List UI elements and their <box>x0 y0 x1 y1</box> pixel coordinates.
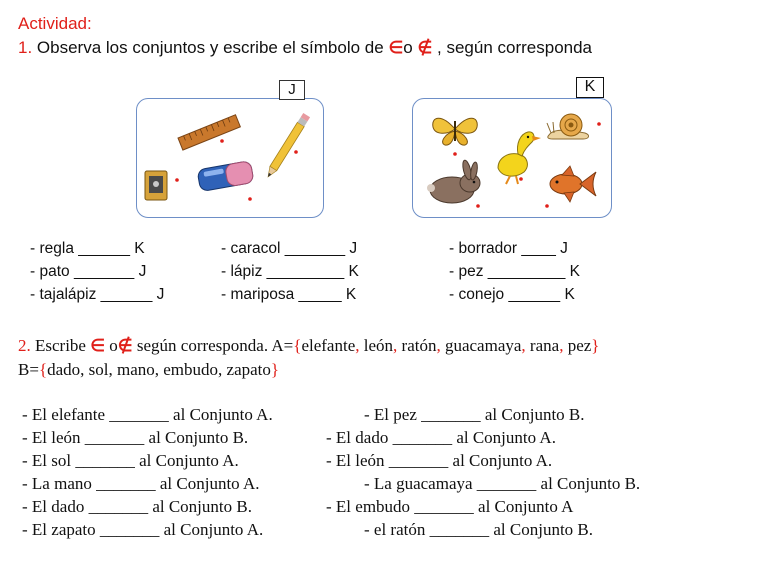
list-item: - El embudo _______ al Conjunto A <box>326 497 574 516</box>
snail-icon <box>547 114 589 139</box>
question-1-text: Observa los conjuntos y escribe el símbolo de <box>36 38 384 57</box>
set-k-label: K <box>576 77 604 98</box>
set-b-brace-open: { <box>38 360 48 379</box>
not-element-of-symbol-2: ∉ <box>117 336 133 355</box>
set-a-comma: , <box>521 336 530 355</box>
list-item: - borrador ____ J <box>449 240 568 257</box>
not-element-of-symbol: ∉ <box>417 38 433 57</box>
or-word: o <box>403 38 413 57</box>
list-item: - conejo ______ K <box>449 286 575 303</box>
list-item: - La guacamaya _______ al Conjunto B. <box>364 474 641 493</box>
list-item: - pato _______ J <box>30 263 147 280</box>
set-a-comma: , <box>355 336 364 355</box>
butterfly-icon <box>433 118 478 145</box>
activity-title: Actividad: <box>18 14 92 33</box>
rabbit-icon <box>427 159 480 203</box>
list-item: - el ratón _______ al Conjunto B. <box>364 520 594 539</box>
list-item: - regla ______ K <box>30 240 145 257</box>
goldfish-dot <box>545 204 549 208</box>
list-item: - caracol _______ J <box>221 240 358 257</box>
duck-dot <box>519 177 523 181</box>
question-2-text: Escribe <box>35 336 86 355</box>
list-item: - El zapato _______ al Conjunto A. <box>22 520 264 539</box>
set-a-item: ratón <box>401 336 437 355</box>
list-item: - El dado _______ al Conjunto A. <box>326 428 556 447</box>
question-1-number: 1. <box>18 38 33 57</box>
or-word-2: o <box>109 336 118 355</box>
set-a-item: pez <box>567 336 592 355</box>
list-item: - La mano _______ al Conjunto A. <box>22 474 260 493</box>
butterfly-dot <box>453 152 457 156</box>
list-item: - El dado _______ al Conjunto B. <box>22 497 252 516</box>
set-a-item: elefante <box>301 336 356 355</box>
list-item: - pez _________ K <box>449 263 580 280</box>
question-2 <box>18 336 599 356</box>
set-a-comma: , <box>559 336 568 355</box>
set-a-item: rana <box>529 336 560 355</box>
question-2-text-2: según corresponda. A= <box>136 336 294 355</box>
question-2-number: 2. <box>18 336 31 355</box>
set-a-comma: , <box>393 336 402 355</box>
set-b-definition <box>18 360 279 380</box>
list-item: - tajalápiz ______ J <box>30 286 165 303</box>
list-item: - El león _______ al Conjunto A. <box>326 451 553 470</box>
set-b-prefix: B= <box>18 360 39 379</box>
list-item: - El león _______ al Conjunto B. <box>22 428 249 447</box>
list-item: - El sol _______ al Conjunto A. <box>22 451 239 470</box>
goldfish-icon <box>550 166 596 202</box>
set-b-brace-close: } <box>270 360 280 379</box>
set-a-comma: , <box>436 336 445 355</box>
set-j-label: J <box>279 80 305 100</box>
element-of-symbol-2: ∈ <box>90 336 106 355</box>
set-a-item: león <box>363 336 394 355</box>
rabbit-dot <box>476 204 480 208</box>
set-b-items: dado, sol, mano, embudo, zapato <box>47 360 271 379</box>
list-item: - El pez _______ al Conjunto B. <box>364 405 585 424</box>
set-a-brace-close: } <box>591 336 600 355</box>
set-a-item: guacamaya <box>444 336 522 355</box>
set-a-brace-open: { <box>293 336 302 355</box>
question-1-tail: , según corresponda <box>437 38 593 57</box>
list-item: - mariposa _____ K <box>221 286 357 303</box>
snail-dot <box>597 122 601 126</box>
list-item: - lápiz _________ K <box>221 263 359 280</box>
list-item: - El elefante _______ al Conjunto A. <box>22 405 273 424</box>
element-of-symbol: ∈ <box>388 38 404 57</box>
duck-icon <box>498 132 541 184</box>
